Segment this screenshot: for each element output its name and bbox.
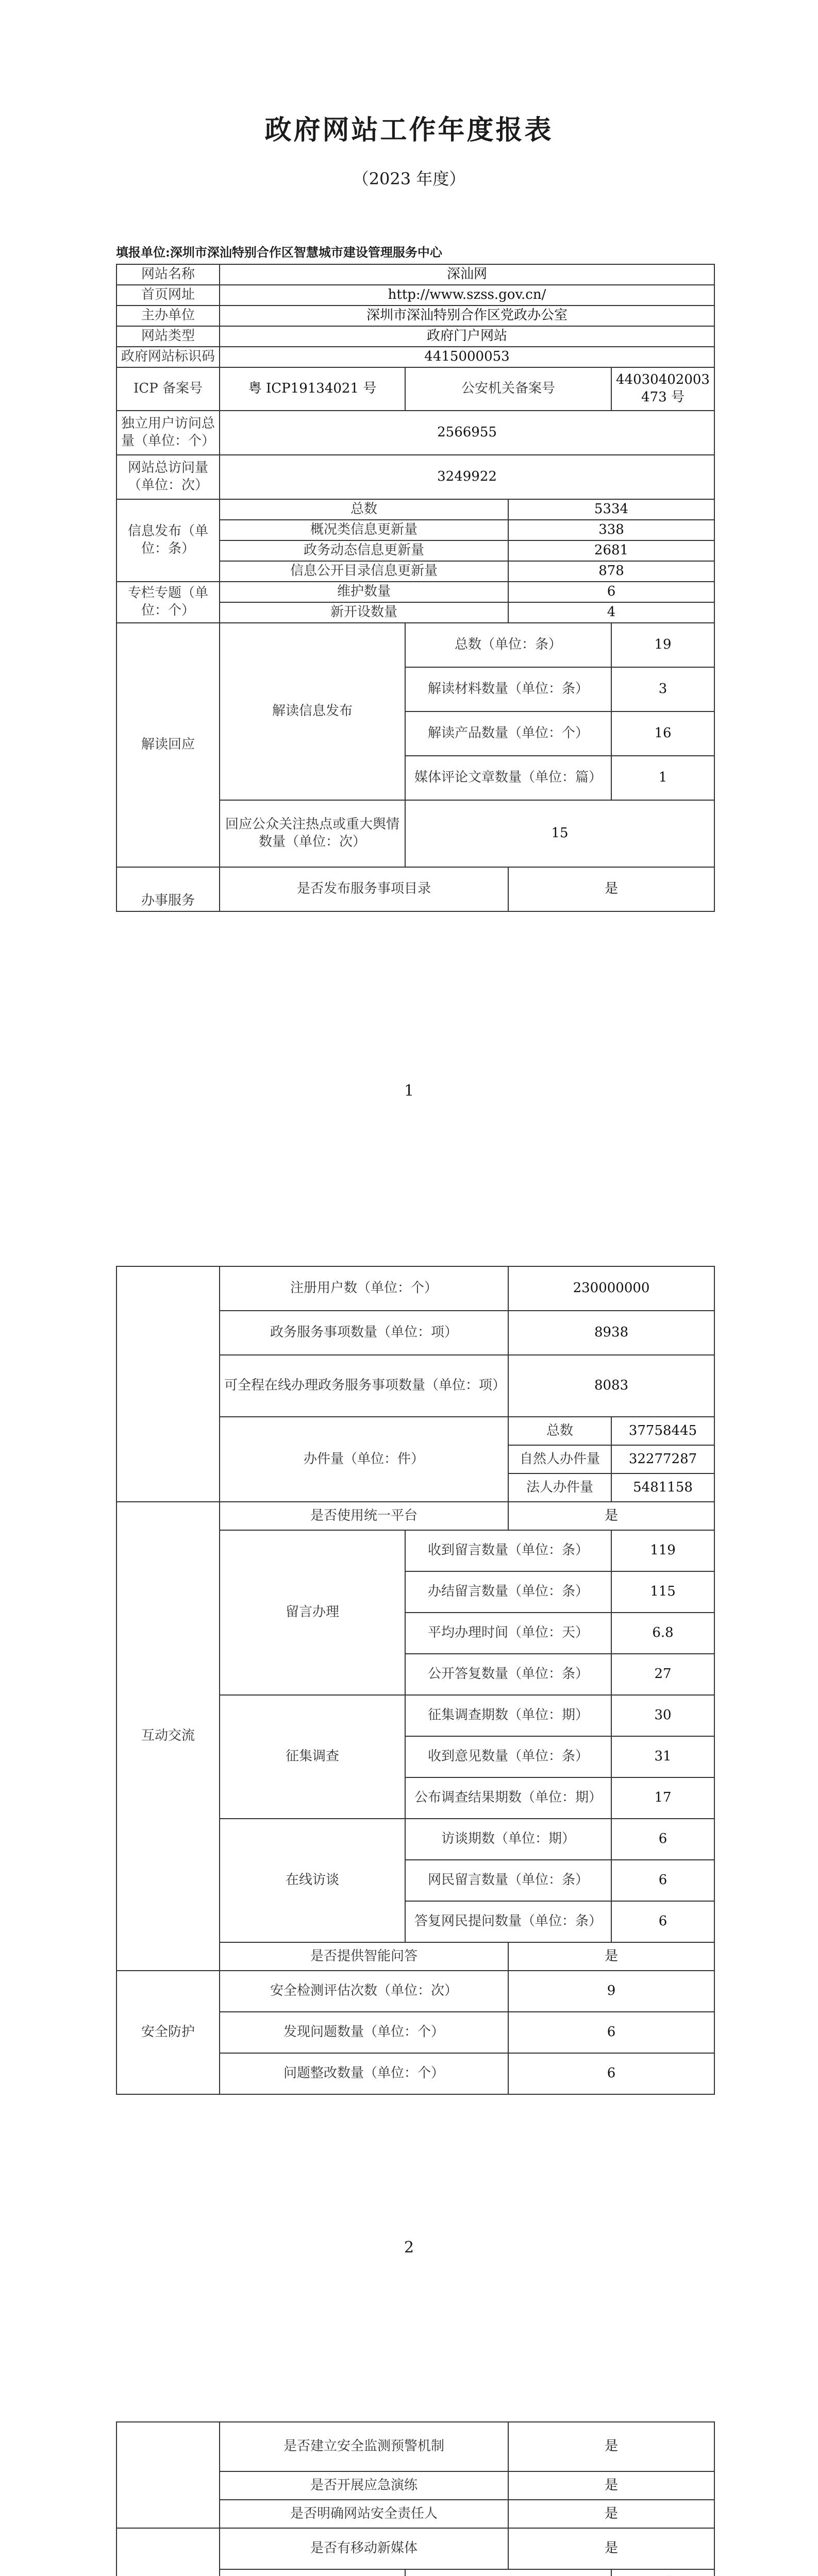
site-type-label: 网站类型: [116, 326, 220, 347]
report-title: 政府网站工作年度报表: [264, 115, 554, 146]
survey-label: 征集调查: [220, 1695, 405, 1819]
security-row-label: 安全检测评估次数（单位：次）: [220, 1971, 508, 2012]
case-row-value: 5481158: [611, 1473, 714, 1502]
service-list-value: 是: [508, 867, 714, 911]
page-number: 1: [404, 1082, 414, 1100]
psb-label: 公安机关备案号: [405, 367, 611, 411]
info-row-label: 政务动态信息更新量: [220, 540, 508, 561]
info-row-value: 878: [508, 561, 714, 582]
weibo-row-value: [611, 2569, 714, 2576]
msg-row-label: 收到留言数量（单位：条）: [405, 1530, 611, 1571]
case-row-value: 32277287: [611, 1445, 714, 1473]
info-row-label: 概况类信息更新量: [220, 520, 508, 540]
info-row-label: 信息公开目录信息更新量: [220, 561, 508, 582]
interview-row-value: 6: [611, 1860, 714, 1901]
security-row-value: 6: [508, 2053, 714, 2094]
column-row-label: 维护数量: [220, 582, 508, 602]
online-items-label: 可全程在线办理政务服务事项数量（单位：项）: [220, 1355, 508, 1417]
interview-row-label: 网民留言数量（单位：条）: [405, 1860, 611, 1901]
survey-row-label: 收到意见数量（单位：条）: [405, 1736, 611, 1777]
survey-row-value: 30: [611, 1695, 714, 1736]
interview-row-label: 答复网民提问数量（单位：条）: [405, 1901, 611, 1942]
site-type-value: 政府门户网站: [220, 326, 714, 347]
visitors-value: 2566955: [220, 411, 714, 455]
psb-value: 44030402003473 号: [611, 367, 714, 411]
column-row-label: 新开设数量: [220, 602, 508, 623]
security-row-label: 问题整改数量（单位：个）: [220, 2053, 508, 2094]
security-row-value: 是: [508, 2500, 714, 2528]
icp-label: ICP 备案号: [116, 367, 220, 411]
report-table-part-1: [116, 264, 715, 912]
column-row-value: 6: [508, 582, 714, 602]
security-row-label: 是否明确网站安全责任人: [220, 2500, 508, 2528]
msg-row-label: 办结留言数量（单位：条）: [405, 1571, 611, 1613]
report-year: （2023 年度）: [352, 169, 466, 189]
msg-row-value: 27: [611, 1654, 714, 1695]
weibo-row-label: [405, 2569, 611, 2576]
interpretation-sub-label: 解读信息发布: [220, 623, 405, 800]
info-row-label: 总数: [220, 499, 508, 520]
hot-response-label: 回应公众关注热点或重大舆情数量（单位：次）: [220, 800, 405, 867]
report-table-part-2: [116, 1266, 715, 2095]
report-page-2: [0, 1157, 818, 2313]
smart-qa-label: 是否提供智能问答: [220, 1942, 508, 1971]
security-row-value: 是: [508, 2422, 714, 2471]
service-category: 办事服务: [116, 867, 220, 911]
filing-unit: 填报单位:深圳市深汕特别合作区智慧城市建设管理服务中心: [116, 245, 442, 260]
survey-row-value: 31: [611, 1736, 714, 1777]
visits-label: 网站总访问量（单位：次）: [116, 455, 220, 499]
message-handling-label: 留言办理: [220, 1530, 405, 1695]
interp-row-label: 解读材料数量（单位：条）: [405, 667, 611, 711]
site-name-value: 深汕网: [220, 264, 714, 285]
msg-row-value: 119: [611, 1530, 714, 1571]
interp-row-label: 总数（单位：条）: [405, 623, 611, 667]
site-code-label: 政府网站标识码: [116, 347, 220, 367]
has-mobile-media-label: 是否有移动新媒体: [220, 2528, 508, 2569]
info-row-value: 338: [508, 520, 714, 540]
info-release-category: 信息发布（单位：条）: [116, 499, 220, 582]
security-category: 安全防护: [116, 1971, 220, 2094]
interp-row-label: 媒体评论文章数量（单位：篇）: [405, 756, 611, 800]
msg-row-label: 平均办理时间（单位：天）: [405, 1613, 611, 1654]
security-row-value: 9: [508, 1971, 714, 2012]
site-name-label: 网站名称: [116, 264, 220, 285]
case-row-value: 37758445: [611, 1417, 714, 1445]
online-interview-label: 在线访谈: [220, 1819, 405, 1942]
service-items-label: 政务服务事项数量（单位：项）: [220, 1311, 508, 1355]
service-category-continued: [116, 1266, 220, 1502]
weibo-label: [220, 2569, 405, 2576]
security-row-value: 是: [508, 2471, 714, 2500]
case-row-label: 自然人办件量: [508, 1445, 611, 1473]
interview-row-value: 6: [611, 1901, 714, 1942]
unified-platform-value: 是: [508, 1502, 714, 1530]
sponsor-label: 主办单位: [116, 306, 220, 326]
home-url-value[interactable]: http://www.szss.gov.cn/: [220, 285, 714, 306]
interp-row-value: 3: [611, 667, 714, 711]
visits-value: 3249922: [220, 455, 714, 499]
survey-row-value: 17: [611, 1777, 714, 1819]
home-url-label: 首页网址: [116, 285, 220, 306]
msg-row-value: 115: [611, 1571, 714, 1613]
security-row-label: 是否建立安全监测预警机制: [220, 2422, 508, 2471]
interview-row-label: 访谈期数（单位：期）: [405, 1819, 611, 1860]
security-row-value: 6: [508, 2012, 714, 2053]
survey-row-label: 公布调查结果期数（单位：期）: [405, 1777, 611, 1819]
visitors-label: 独立用户访问总量（单位：个）: [116, 411, 220, 455]
case-row-label: 总数: [508, 1417, 611, 1445]
sponsor-value: 深圳市深汕特别合作区党政办公室: [220, 306, 714, 326]
registered-users-value: 230000000: [508, 1266, 714, 1311]
security-row-label: 是否开展应急演练: [220, 2471, 508, 2500]
info-row-value: 2681: [508, 540, 714, 561]
interview-row-value: 6: [611, 1819, 714, 1860]
security-row-label: 发现问题数量（单位：个）: [220, 2012, 508, 2053]
service-items-value: 8938: [508, 1311, 714, 1355]
hot-response-value: 15: [405, 800, 714, 867]
msg-row-label: 公开答复数量（单位：条）: [405, 1654, 611, 1695]
interp-row-value: 19: [611, 623, 714, 667]
service-list-label: 是否发布服务事项目录: [220, 867, 508, 911]
unified-platform-label: 是否使用统一平台: [220, 1502, 508, 1530]
report-page-1: [0, 0, 818, 1157]
has-mobile-media-value: 是: [508, 2528, 714, 2569]
column-topic-category: 专栏专题（单位：个）: [116, 582, 220, 623]
security-category-continued: [116, 2422, 220, 2528]
smart-qa-value: 是: [508, 1942, 714, 1971]
mobile-media-category: [116, 2528, 220, 2576]
survey-row-label: 征集调查期数（单位：期）: [405, 1695, 611, 1736]
interp-row-value: 16: [611, 711, 714, 756]
icp-value: 粤 ICP19134021 号: [220, 367, 405, 411]
interp-row-label: 解读产品数量（单位：个）: [405, 711, 611, 756]
registered-users-label: 注册用户数（单位：个）: [220, 1266, 508, 1311]
interp-row-value: 1: [611, 756, 714, 800]
page-number: 2: [404, 2239, 414, 2257]
info-row-value: 5334: [508, 499, 714, 520]
online-items-value: 8083: [508, 1355, 714, 1417]
report-page-3: [0, 2313, 818, 2576]
case-volume-label: 办件量（单位：件）: [220, 1417, 508, 1502]
msg-row-value: 6.8: [611, 1613, 714, 1654]
column-row-value: 4: [508, 602, 714, 623]
case-row-label: 法人办件量: [508, 1473, 611, 1502]
interaction-category: 互动交流: [116, 1502, 220, 1971]
interpretation-category: 解读回应: [116, 623, 220, 867]
site-code-value: 4415000053: [220, 347, 714, 367]
report-table-part-3: [116, 2421, 715, 2576]
